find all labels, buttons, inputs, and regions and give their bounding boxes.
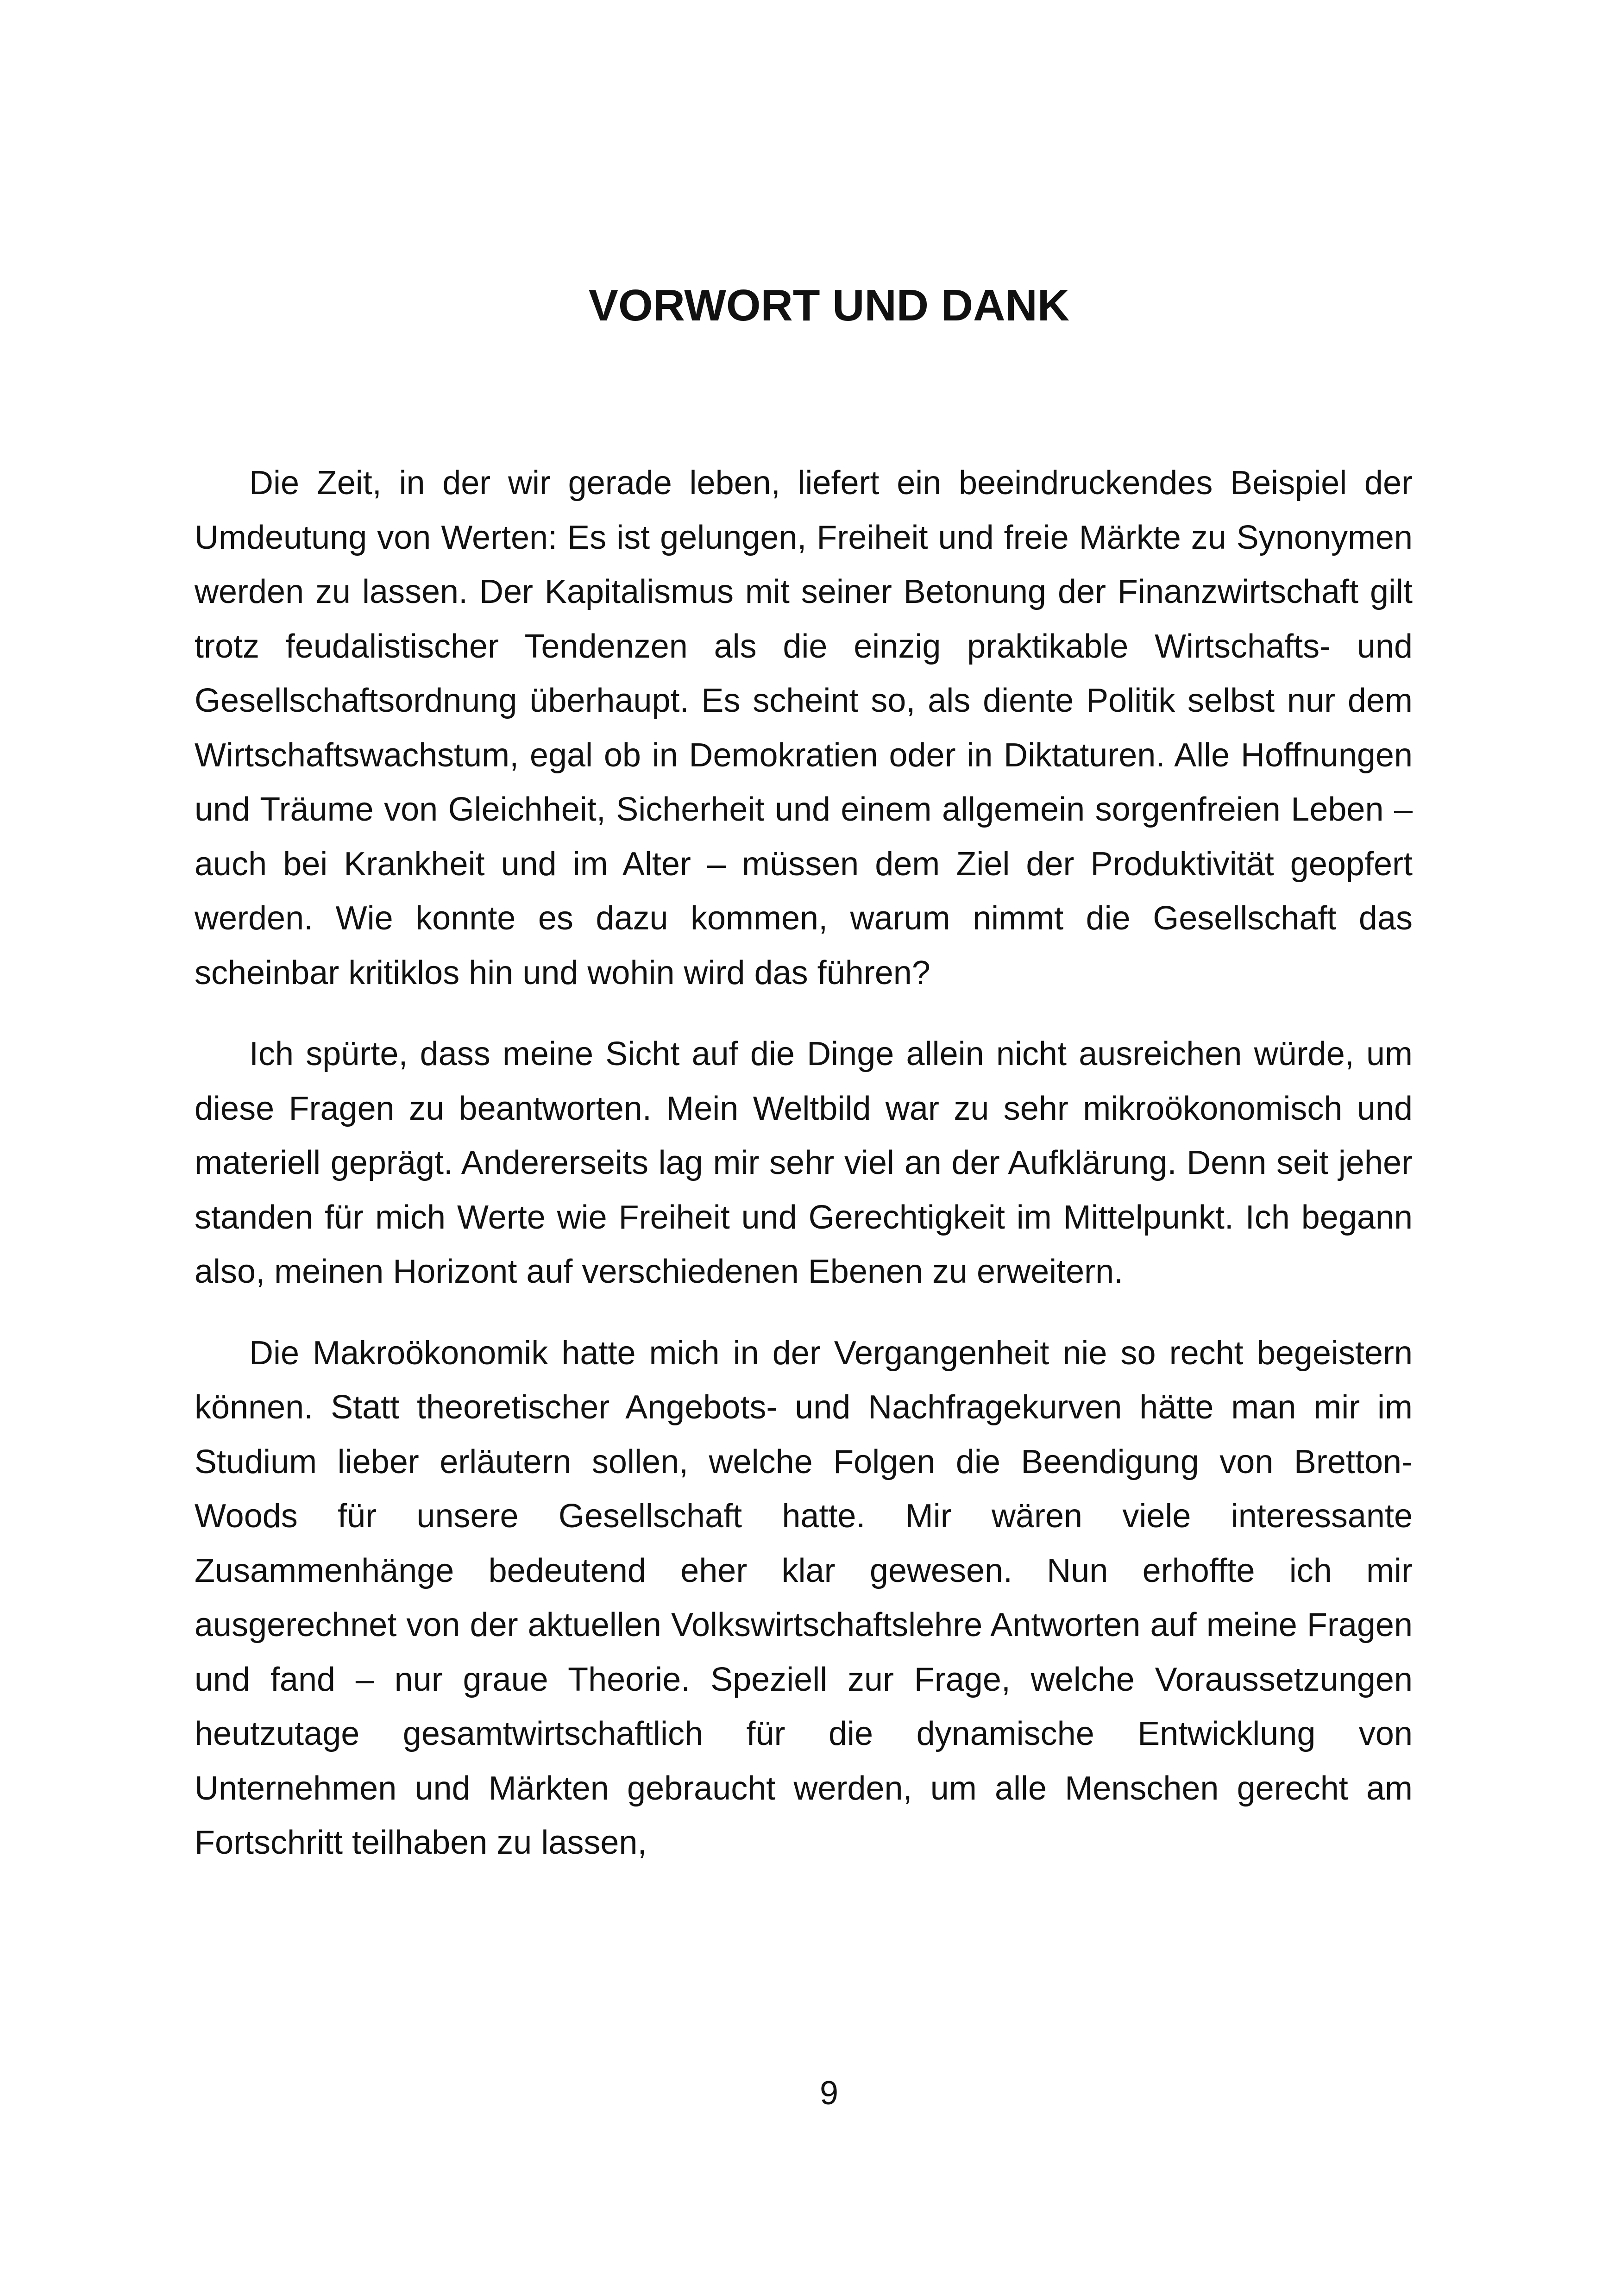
body-text: [195, 456, 1413, 1897]
page-number: 9: [819, 2075, 839, 2112]
paragraph-3: Die Makroökonomik hatte mich in der Vergangenheit nie so recht begeistern können. Statt theoretischer Angebots- und Nachfragekurven hätte man mir im Studium lieber erläutern sollen, welche Folgen die Beendigung von Bretton-Woods für unsere Gesellschaft hatte. Mir wären viele interessante Zusammenhänge bedeutend eher klar gewesen. Nun erhoffte ich mir ausgerechnet von der aktuellen Volkswirtschaftslehre Antworten auf meine Fragen und fand – nur graue Theorie. Speziell zur Frage, welche Voraussetzungen heutzutage gesamtwirtschaftlich für die dynamische Entwicklung von Unternehmen und Märkten gebraucht werden, um alle Menschen gerecht am Fortschritt teilhaben zu lassen,: [195, 1334, 1413, 1861]
paragraph-1: Die Zeit, in der wir gerade leben, liefert ein beeindruckendes Beispiel der Umdeutung von Werten: Es ist gelungen, Freiheit und freie Märkte zu Synonymen werden zu lassen. Der Kapitalismus mit seiner Betonung der Finanzwirtschaft gilt trotz feudalistischer Tendenzen als die einzig praktikable Wirtschafts- und Gesellschaftsordnung überhaupt. Es scheint so, als diente Politik selbst nur dem Wirtschaftswachstum, egal ob in Demokratien oder in Diktaturen. Alle Hoffnungen und Träume von Gleichheit, Sicherheit und einem allgemein sorgenfreien Leben – auch bei Krankheit und im Alter – müssen dem Ziel der Produktivität geopfert werden. Wie konnte es dazu kommen, warum nimmt die Gesellschaft das scheinbar kritiklos hin und wohin wird das führen?: [195, 464, 1413, 991]
paragraph-2: Ich spürte, dass meine Sicht auf die Dinge allein nicht ausreichen würde, um diese Fragen zu beantworten. Mein Weltbild war zu sehr mikroökonomisch und materiell geprägt. Andererseits lag mir sehr viel an der Aufklärung. Denn seit jeher standen für mich Werte wie Freiheit und Gerechtigkeit im Mittelpunkt. Ich begann also, meinen Horizont auf verschiedenen Ebenen zu erweitern.: [195, 1035, 1413, 1290]
chapter-title: VORWORT UND DANK: [588, 281, 1070, 330]
